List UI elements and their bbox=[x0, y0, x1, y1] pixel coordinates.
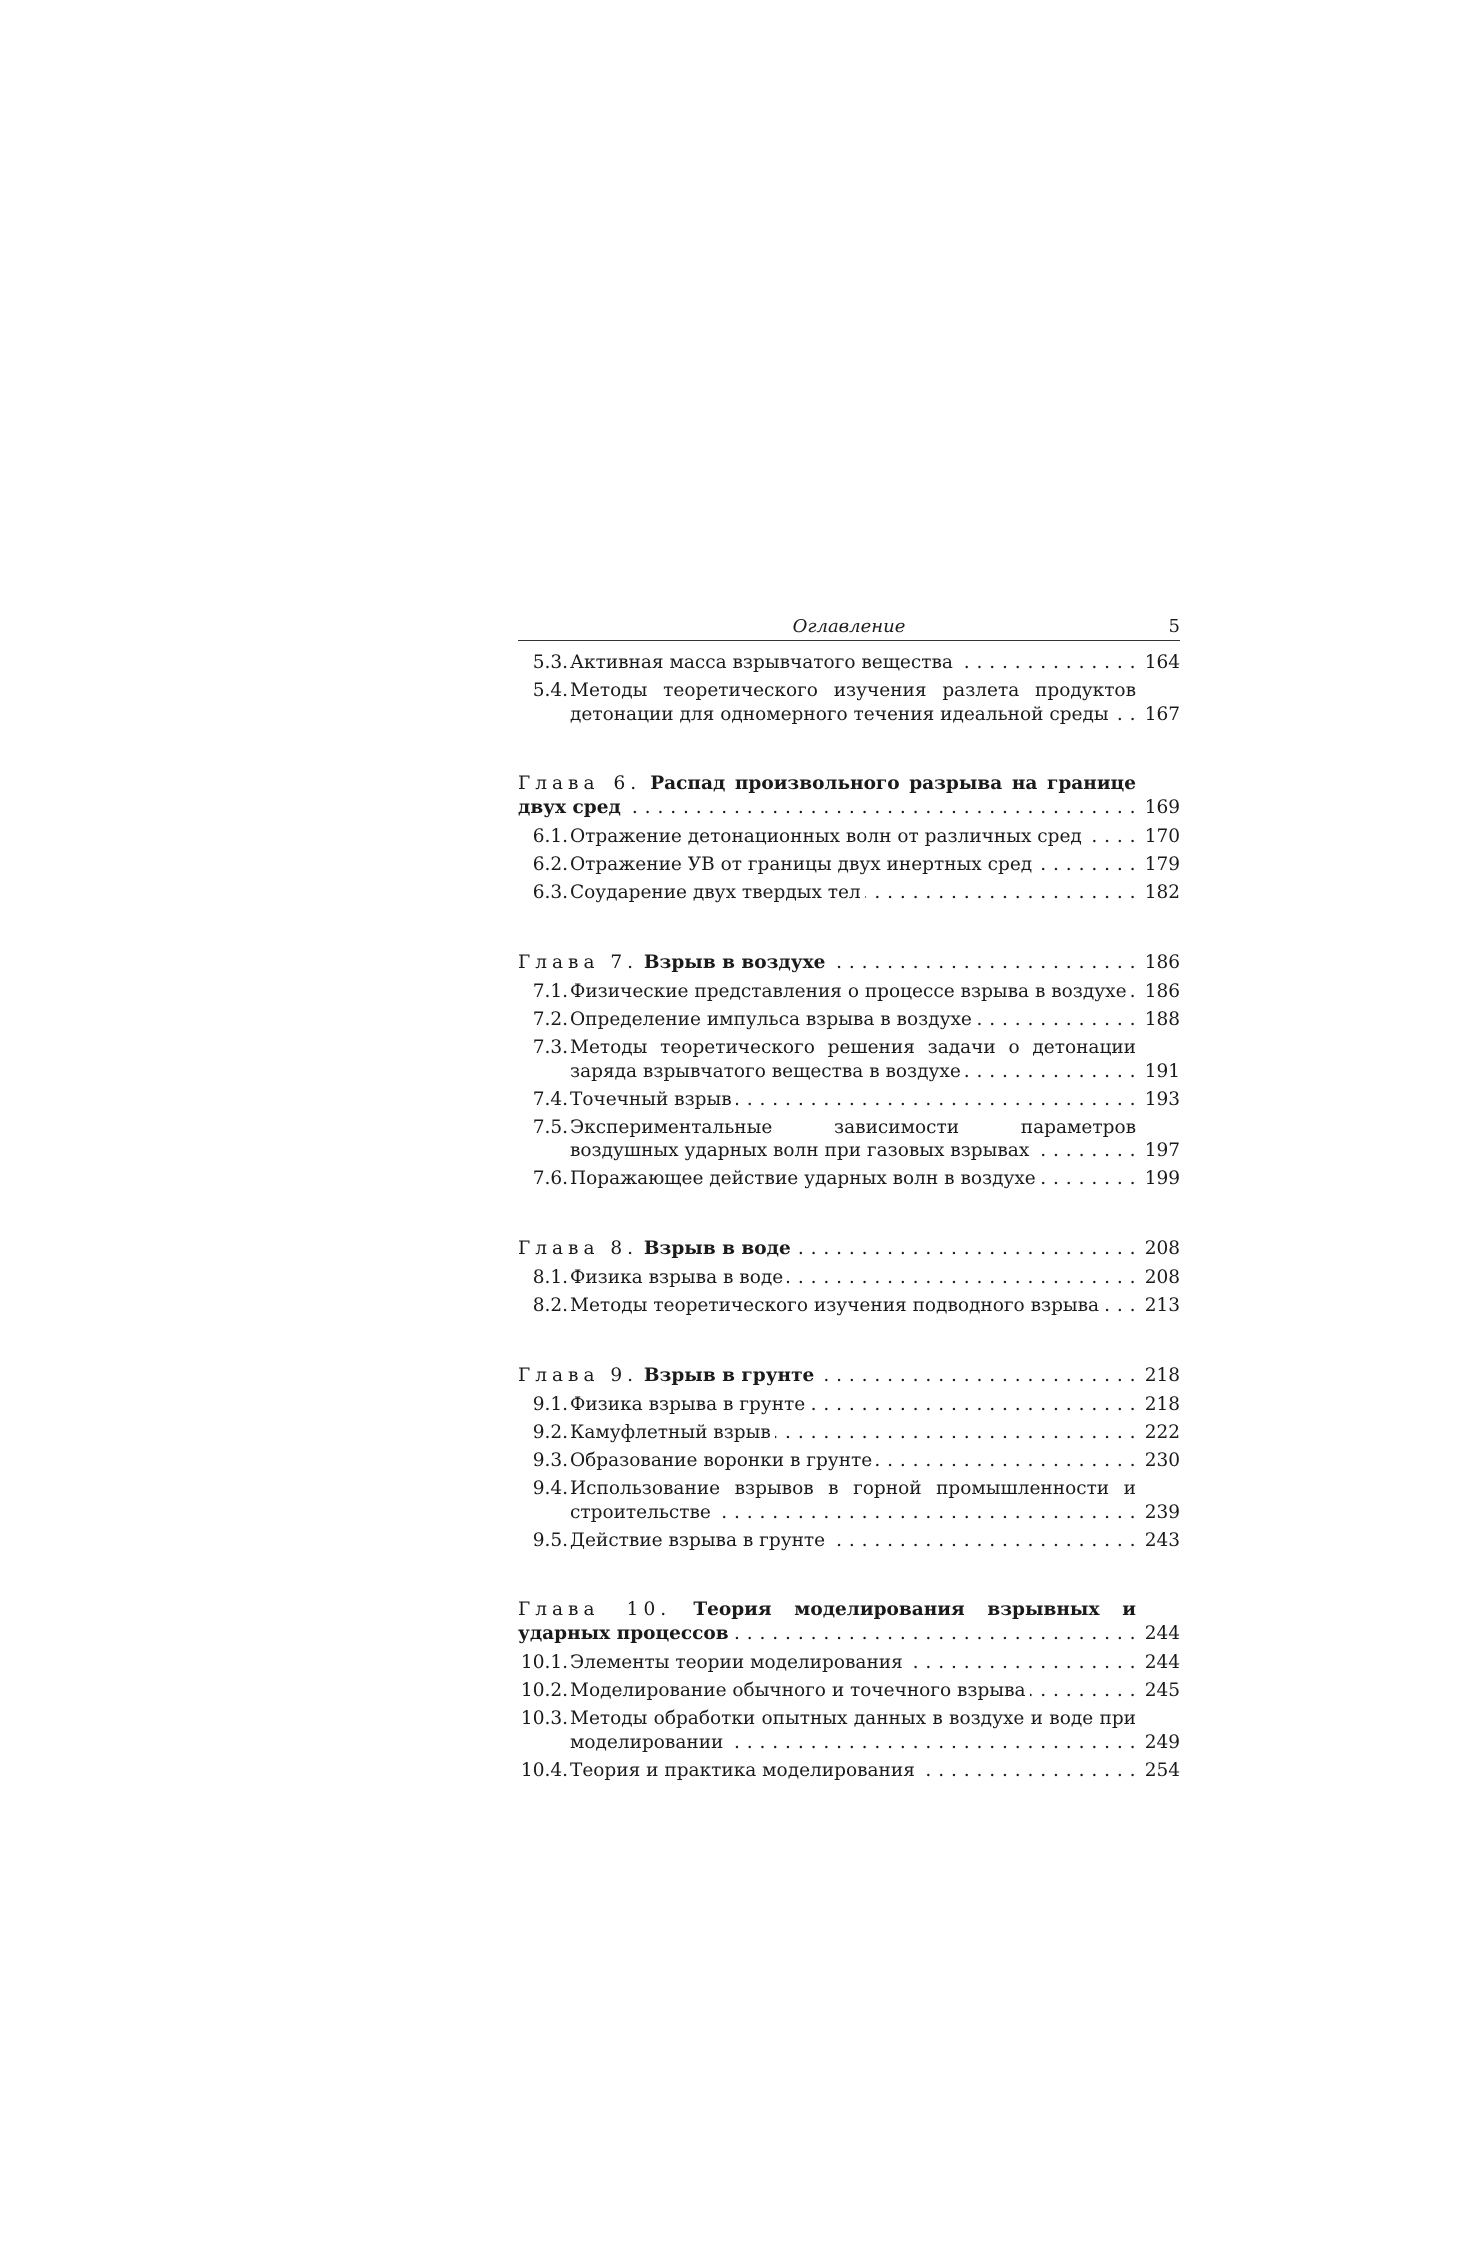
section-number: 9.4. bbox=[532, 1478, 568, 1499]
page-number: 5 bbox=[1168, 616, 1180, 637]
section-number: 8.2. bbox=[532, 1295, 568, 1316]
chapter-label: Глава 6. bbox=[518, 773, 642, 794]
section-title-wrap bbox=[568, 1036, 1136, 1083]
toc-entry[interactable] bbox=[518, 651, 1180, 675]
book-page bbox=[518, 614, 1180, 1787]
toc-chapter-title-wrap bbox=[518, 1364, 1136, 1388]
chapter-title: Теория моделирования взрывных и ударных процессов bbox=[518, 1599, 1136, 1644]
toc-chapter-title-wrap bbox=[518, 772, 1136, 819]
section-title-wrap bbox=[568, 1008, 1136, 1032]
section-title-wrap bbox=[568, 1529, 1136, 1553]
toc-chapter-heading[interactable] bbox=[518, 772, 1180, 819]
section-number: 7.6. bbox=[532, 1168, 568, 1189]
chapter-label: Глава 10. bbox=[518, 1599, 672, 1620]
chapter-title: Взрыв в грунте bbox=[643, 1364, 815, 1386]
section-number: 5.4. bbox=[532, 680, 568, 701]
section-title: Моделирование обычного и точечного взрыва bbox=[570, 1680, 1030, 1701]
section-title: Определение импульса взрыва в воздухе bbox=[570, 1009, 976, 1030]
section-page-number: 197 bbox=[1144, 1140, 1180, 1161]
section-number: 10.4. bbox=[520, 1759, 568, 1781]
section-title: Образование воронки в грунте bbox=[570, 1450, 876, 1471]
section-page-number: 244 bbox=[1144, 1652, 1180, 1673]
chapter-page-number: 244 bbox=[1144, 1622, 1180, 1644]
section-title: Элементы теории моделирования bbox=[570, 1652, 907, 1673]
section-page-number: 186 bbox=[1144, 981, 1180, 1002]
section-title: Отражение УВ от границы двух инертных сред bbox=[570, 854, 1036, 875]
toc-entry[interactable] bbox=[518, 825, 1180, 849]
section-page-number: 193 bbox=[1144, 1088, 1180, 1110]
toc-chapter-text bbox=[518, 1365, 818, 1386]
section-page-number: 230 bbox=[1144, 1450, 1180, 1471]
section-number: 10.1. bbox=[520, 1652, 568, 1673]
section-title-wrap bbox=[568, 853, 1136, 877]
toc-entry[interactable] bbox=[518, 1294, 1180, 1318]
section-page-number: 218 bbox=[1144, 1394, 1180, 1415]
section-title: Методы обработки опытных данных в воздухе и воде при моделировании bbox=[570, 1708, 1136, 1753]
table-of-contents bbox=[518, 651, 1180, 1782]
section-title: Физические представления о процессе взрыва в воздухе bbox=[570, 981, 1131, 1002]
section-title-wrap bbox=[568, 1477, 1136, 1524]
section-title: Физика взрыва в воде bbox=[570, 1267, 787, 1288]
toc-entry[interactable] bbox=[518, 1651, 1180, 1675]
section-title-wrap bbox=[568, 679, 1136, 726]
section-page-number: 239 bbox=[1144, 1501, 1180, 1523]
chapter-title: Взрыв в воде bbox=[643, 1237, 791, 1259]
toc-entry[interactable] bbox=[518, 1116, 1180, 1163]
chapter-page-number: 186 bbox=[1144, 951, 1180, 973]
section-title: Активная масса взрывчатого вещества bbox=[570, 652, 957, 673]
toc-entry[interactable] bbox=[518, 1266, 1180, 1290]
toc-entry[interactable] bbox=[518, 1088, 1180, 1112]
section-page-number: 222 bbox=[1144, 1422, 1180, 1443]
section-title: Действие взрыва в грунте bbox=[570, 1530, 829, 1551]
section-page-number: 182 bbox=[1144, 882, 1180, 903]
section-number: 6.1. bbox=[532, 826, 568, 847]
section-title: Камуфлетный взрыв bbox=[570, 1422, 775, 1443]
section-title: Использование взрывов в горной промышленности и строительстве bbox=[570, 1478, 1136, 1523]
section-title: Соударение двух твердых тел bbox=[570, 882, 865, 903]
toc-entry[interactable] bbox=[518, 853, 1180, 877]
section-page-number: 179 bbox=[1144, 854, 1180, 875]
toc-entry[interactable] bbox=[518, 1393, 1180, 1417]
section-title: Поражающее действие ударных волн в воздухе bbox=[570, 1168, 1040, 1189]
section-title-wrap bbox=[568, 825, 1136, 849]
section-page-number: 249 bbox=[1144, 1731, 1180, 1753]
section-page-number: 243 bbox=[1144, 1529, 1180, 1551]
section-title-wrap bbox=[568, 1759, 1136, 1783]
section-title-wrap bbox=[568, 1116, 1136, 1163]
toc-chapter-block bbox=[518, 951, 1180, 1191]
section-title-wrap bbox=[568, 1679, 1136, 1703]
toc-chapter-block bbox=[518, 772, 1180, 905]
section-page-number: 213 bbox=[1144, 1295, 1180, 1316]
toc-chapter-block bbox=[518, 651, 1180, 726]
running-head bbox=[518, 614, 1180, 641]
section-page-number: 167 bbox=[1144, 703, 1180, 725]
section-page-number: 199 bbox=[1144, 1168, 1180, 1189]
section-page-number: 245 bbox=[1144, 1680, 1180, 1701]
section-number: 7.1. bbox=[532, 981, 568, 1002]
section-title: Отражение детонационных волн от различных сред bbox=[570, 826, 1086, 847]
toc-chapter-title-wrap bbox=[518, 951, 1136, 975]
toc-entry[interactable] bbox=[518, 1167, 1180, 1191]
section-title-wrap bbox=[568, 1449, 1136, 1473]
chapter-page-number: 218 bbox=[1144, 1364, 1180, 1386]
toc-entry[interactable] bbox=[518, 1421, 1180, 1445]
section-page-number: 170 bbox=[1144, 826, 1180, 847]
section-title-wrap bbox=[568, 1088, 1136, 1112]
toc-chapter-heading[interactable] bbox=[518, 1598, 1180, 1645]
chapter-page-number: 169 bbox=[1144, 796, 1180, 818]
toc-chapter-block bbox=[518, 1237, 1180, 1318]
section-number: 7.5. bbox=[532, 1116, 568, 1138]
toc-entry[interactable] bbox=[518, 881, 1180, 905]
section-title: Физика взрыва в грунте bbox=[570, 1394, 809, 1415]
toc-entry[interactable] bbox=[518, 1707, 1180, 1754]
section-page-number: 164 bbox=[1144, 652, 1180, 673]
section-title: Экспериментальные зависимости параметров воздушных ударных волн при газовых взрывах bbox=[570, 1116, 1136, 1161]
toc-entry[interactable] bbox=[518, 1449, 1180, 1473]
section-title: Точечный взрыв bbox=[570, 1089, 736, 1110]
section-number: 9.3. bbox=[532, 1450, 568, 1471]
section-title: Методы теоретического изучения разлета продуктов детонации для одномерного течения идеальной среды bbox=[570, 680, 1136, 725]
section-title: Методы теоретического изучения подводного взрыва bbox=[570, 1295, 1103, 1316]
section-number: 8.1. bbox=[532, 1267, 568, 1288]
section-title-wrap bbox=[568, 1266, 1136, 1290]
toc-chapter-text bbox=[518, 952, 829, 973]
section-page-number: 188 bbox=[1144, 1009, 1180, 1030]
section-number: 7.2. bbox=[532, 1009, 568, 1030]
section-title-wrap bbox=[568, 881, 1136, 905]
chapter-title: Распад произвольного разрыва на границе двух сред bbox=[518, 773, 1136, 818]
toc-chapter-block bbox=[518, 1598, 1180, 1782]
section-number: 9.2. bbox=[532, 1422, 568, 1443]
section-title-wrap bbox=[568, 1421, 1136, 1445]
toc-entry[interactable] bbox=[518, 1477, 1180, 1524]
toc-chapter-heading[interactable] bbox=[518, 1364, 1180, 1388]
section-number: 10.3. bbox=[520, 1708, 568, 1729]
section-title-wrap bbox=[568, 1651, 1136, 1675]
toc-entry[interactable] bbox=[518, 1679, 1180, 1703]
section-page-number: 254 bbox=[1144, 1759, 1180, 1781]
toc-chapter-text bbox=[518, 773, 1136, 818]
toc-entry[interactable] bbox=[518, 1008, 1180, 1032]
chapter-label: Глава 9. bbox=[518, 1364, 639, 1386]
chapter-title: Взрыв в воздухе bbox=[643, 951, 826, 973]
toc-chapter-text bbox=[518, 1599, 1136, 1644]
toc-chapter-block bbox=[518, 1364, 1180, 1553]
toc-chapter-heading[interactable] bbox=[518, 1237, 1180, 1261]
section-title: Теория и практика моделирования bbox=[570, 1760, 919, 1781]
section-number: 6.3. bbox=[532, 882, 568, 903]
toc-chapter-title-wrap bbox=[518, 1237, 1136, 1261]
running-title: Оглавление bbox=[792, 616, 906, 637]
toc-entry[interactable] bbox=[518, 980, 1180, 1004]
toc-entry[interactable] bbox=[518, 1036, 1180, 1083]
toc-entry[interactable] bbox=[518, 679, 1180, 726]
toc-entry[interactable] bbox=[518, 1759, 1180, 1783]
section-title-wrap bbox=[568, 1294, 1136, 1318]
section-title-wrap bbox=[568, 651, 1136, 675]
section-number: 10.2. bbox=[520, 1680, 568, 1701]
section-number: 7.4. bbox=[532, 1088, 568, 1110]
chapter-label: Глава 8. bbox=[518, 1237, 639, 1259]
section-number: 7.3. bbox=[532, 1037, 568, 1058]
section-number: 6.2. bbox=[532, 854, 568, 875]
section-number: 5.3. bbox=[532, 652, 568, 673]
section-title: Методы теоретического решения задачи о детонации заряда взрывчатого вещества в воздухе bbox=[570, 1037, 1136, 1082]
section-title-wrap bbox=[568, 1167, 1136, 1191]
toc-chapter-title-wrap bbox=[518, 1598, 1136, 1645]
toc-chapter-text bbox=[518, 1238, 795, 1259]
section-number: 9.5. bbox=[532, 1529, 568, 1551]
section-title-wrap bbox=[568, 1393, 1136, 1417]
section-title-wrap bbox=[568, 1707, 1136, 1754]
section-page-number: 191 bbox=[1144, 1060, 1180, 1082]
toc-entry[interactable] bbox=[518, 1529, 1180, 1553]
chapter-label: Глава 7. bbox=[518, 951, 639, 973]
chapter-page-number: 208 bbox=[1144, 1237, 1180, 1259]
toc-chapter-heading[interactable] bbox=[518, 951, 1180, 975]
section-title-wrap bbox=[568, 980, 1136, 1004]
section-number: 9.1. bbox=[532, 1394, 568, 1415]
section-page-number: 208 bbox=[1144, 1267, 1180, 1288]
